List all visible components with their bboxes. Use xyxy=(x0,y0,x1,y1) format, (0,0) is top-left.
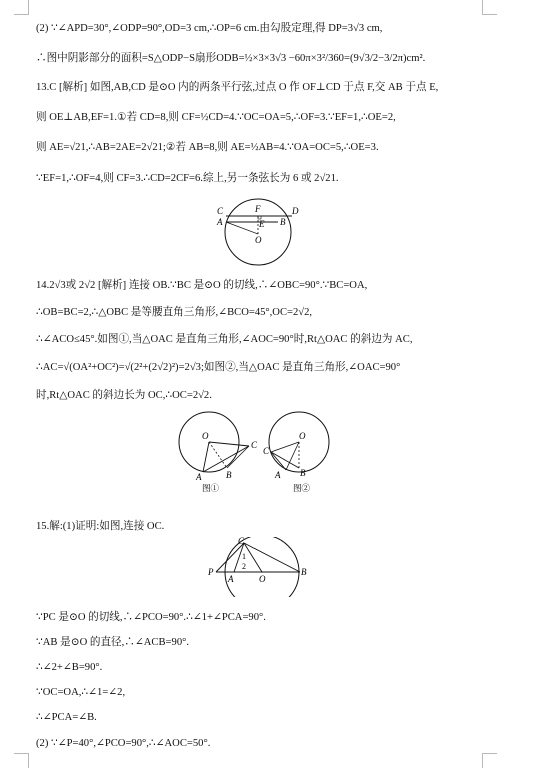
fig14a-label-a: A xyxy=(196,472,202,482)
fig15-label-2: 2 xyxy=(242,562,246,571)
fig14b-caption: 图② xyxy=(293,483,311,493)
figure-13 xyxy=(214,198,314,276)
text-line-11: 时,Rt△OAC 的斜边长为 OC,∴OC=2√2. xyxy=(36,390,212,401)
fig14a-caption: 图① xyxy=(202,483,220,493)
fig14b-label-a: A xyxy=(275,470,281,480)
figure-15 xyxy=(204,537,314,600)
fig14a-label-b: B xyxy=(226,470,232,480)
fig13-label-e: E xyxy=(259,219,265,229)
fig13-label-a: A xyxy=(217,217,223,227)
fig15-label-1: 1 xyxy=(242,552,246,561)
fig14b-label-b: B xyxy=(300,468,306,478)
fig13-label-c: C xyxy=(217,206,224,216)
text-line-10: ∴AC=√(OA²+OC²)=√(2²+(2√2)²)=2√3;如图②,当△OAC 是直角三角形,∠OAC=90° xyxy=(36,362,401,373)
fig13-label-f: F xyxy=(255,204,261,214)
text-line-15: ∴∠2+∠B=90°. xyxy=(36,662,103,673)
text-line-9: ∴∠ACO≤45°.如图①,当△OAC 是直角三角形,∠AOC=90°时,Rt△OAC 的斜边为 AC, xyxy=(36,334,413,345)
fig15-label-b: B xyxy=(301,567,307,577)
text-line-18: (2) ∵∠P=40°,∠PCO=90°,∴∠AOC=50°. xyxy=(36,738,211,749)
text-line-14: ∵AB 是⊙O 的直径,∴∠ACB=90°. xyxy=(36,637,190,648)
text-line-7: 14.2√3或 2√2 [解析] 连接 OB.∵BC 是⊙O 的切线,∴∠OBC=90°.∵BC=OA, xyxy=(36,280,368,291)
fig13-label-b: B xyxy=(280,217,286,227)
fig14a-label-c: C xyxy=(251,440,258,450)
fig14b-label-c: C xyxy=(263,446,270,456)
text-line-6: ∵EF=1,∴OF=4,则 CF=3.∴CD=2CF=6.综上,另一条弦长为 6 或 2√21. xyxy=(36,173,339,184)
fig15-label-p: P xyxy=(208,567,214,577)
fig13-label-o: O xyxy=(255,235,262,245)
fig15-label-c: C xyxy=(238,537,245,546)
text-line-4: 则 OE⊥AB,EF=1.①若 CD=8,则 CF=½CD=4.∵OC=OA=5,∴OF=3.∵EF=1,∴OE=2, xyxy=(36,112,396,123)
figure-14 xyxy=(175,408,345,497)
crop-mark-top-right xyxy=(482,0,497,15)
text-line-1: (2) ∵∠APD=30°,∠ODP=90°,OD=3 cm,∴OP=6 cm.由勾股定理,得 DP=3√3 cm, xyxy=(36,23,383,34)
crop-mark-top-left xyxy=(14,0,29,15)
text-line-12: 15.解:(1)证明:如图,连接 OC. xyxy=(36,521,165,532)
fig15-label-o: O xyxy=(259,574,266,584)
text-line-2: ∴图中阴影部分的面积=S△ODP−S扇形ODB=½×3×3√3 −60π×3²/360=(9√3/2−3/2π)cm². xyxy=(36,53,426,64)
fig13-label-d: D xyxy=(292,206,299,216)
fig14a-label-o: O xyxy=(202,431,209,441)
text-line-3: 13.C [解析] 如图,AB,CD 是⊙O 内的两条平行弦,过点 O 作 OF⊥CD 于点 F,交 AB 于点 E, xyxy=(36,82,439,93)
crop-mark-bottom-left xyxy=(14,753,29,768)
text-line-16: ∵OC=OA,∴∠1=∠2, xyxy=(36,687,126,698)
text-line-8: ∴OB=BC=2,∴△OBC 是等腰直角三角形,∠BCO=45°,OC=2√2, xyxy=(36,307,313,318)
fig15-label-a: A xyxy=(228,574,234,584)
text-line-17: ∴∠PCA=∠B. xyxy=(36,712,97,723)
text-line-5: 则 AE=√21,∴AB=2AE=2√21;②若 AB=8,则 AE=½AB=4.∵OA=OC=5,∴OE=3. xyxy=(36,142,379,153)
crop-mark-bottom-right xyxy=(482,753,497,768)
fig14b-label-o: O xyxy=(299,431,306,441)
text-line-13: ∵PC 是⊙O 的切线,∴∠PCO=90°.∴∠1+∠PCA=90°. xyxy=(36,612,266,623)
